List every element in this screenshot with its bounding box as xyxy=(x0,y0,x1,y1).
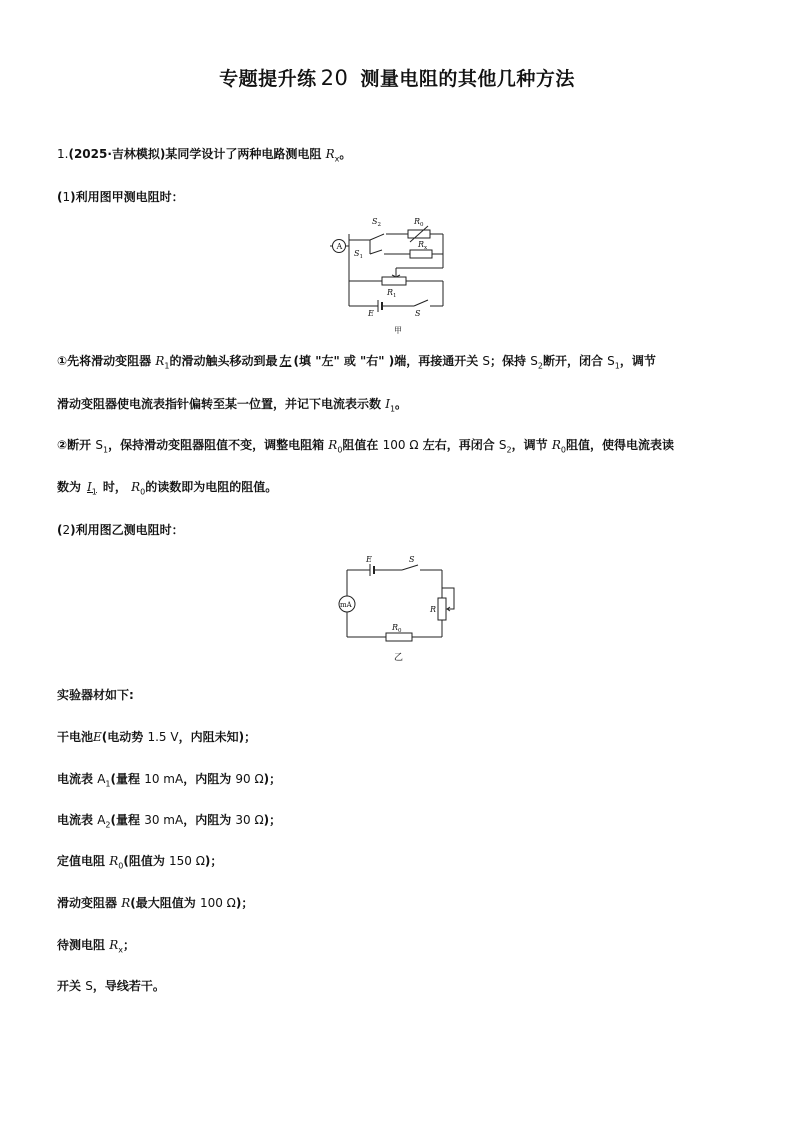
equipment-switch: 开关 S，导线若干。 xyxy=(57,979,165,993)
svg-text:R: R xyxy=(430,605,437,614)
svg-text:R0: $R_0$ xyxy=(392,623,402,634)
svg-text:R1: $R_1$ xyxy=(387,288,397,299)
svg-text:Rx: $R_x$ xyxy=(418,240,428,251)
equipment-ammeter-1: 电流表 $A_1$(量程 10 mA，内阻为 90 Ω)； xyxy=(57,772,282,789)
step-1-line-1: ①先将滑动变阻器 $R_1$的滑动触头移动到最 左 (填 "左" 或 "右" )端，再接通开关 S；保持 $S_2$断开，闭合 $S_1$，调节 xyxy=(57,354,656,371)
ammeter-label: A xyxy=(336,242,343,251)
figure-caption-jia: 甲 xyxy=(394,326,402,335)
svg-text:S: S xyxy=(409,555,415,564)
part-1-label: (1)利用图甲测电阻时： xyxy=(57,190,184,204)
step-2-line-1: ②断开 $S_1$，保持滑动变阻器阻值不变，调整电阻箱 $R_0$阻值在 100 Ω 左右，再闭合 $S_2$，调节 $R_0$阻值，使得电流表读 xyxy=(57,438,674,455)
svg-text:S1: $S_1$ xyxy=(354,249,363,260)
answer-blank-current: $I_1$ xyxy=(87,480,97,497)
svg-text:S2: $S_2$ xyxy=(372,217,381,228)
page-title xyxy=(0,64,794,91)
equipment-battery: 干电池E(电动势 1.5 V，内阻未知)； xyxy=(57,730,257,744)
equipment-rheostat: 滑动变阻器 R(最大阻值为 100 Ω)； xyxy=(57,896,254,910)
svg-text:R0: $R_0$ xyxy=(414,217,424,228)
title-prefix: 专题提升练 xyxy=(219,68,317,90)
svg-text:S: S xyxy=(415,309,421,318)
equipment-heading: 实验器材如下: xyxy=(57,688,134,702)
figure-caption-yi: 乙 xyxy=(394,653,404,663)
svg-text:E: E xyxy=(368,309,374,318)
answer-blank-direction: 左 xyxy=(279,354,292,368)
circuit-diagram-yi xyxy=(330,552,470,670)
part-2-label: (2)利用图乙测电阻时： xyxy=(57,523,184,537)
equipment-unknown-resistor: 待测电阻 $R_x$； xyxy=(57,938,135,955)
step-2-line-2: 数为 $I_1$ 时， $R_0$的读数即为电阻的阻值。 xyxy=(57,480,278,497)
milliammeter-label: mA xyxy=(340,601,352,609)
title-topic: 测量电阻的其他几种方法 xyxy=(360,68,575,90)
equipment-fixed-resistor: 定值电阻 $R_0$(阻值为 150 Ω)； xyxy=(57,854,223,871)
equipment-ammeter-2: 电流表 $A_2$(量程 30 mA，内阻为 30 Ω)； xyxy=(57,813,282,830)
question-stem: 1.(2025·吉林模拟)某同学设计了两种电路测电阻 $R_x$。 xyxy=(57,147,352,164)
svg-text:E: E xyxy=(366,555,372,564)
circuit-diagram-jia xyxy=(330,212,460,337)
title-number: 20 xyxy=(320,66,349,90)
step-1-line-2: 滑动变阻器使电流表指针偏转至某一位置，并记下电流表示数 $I_1$。 xyxy=(57,397,408,414)
